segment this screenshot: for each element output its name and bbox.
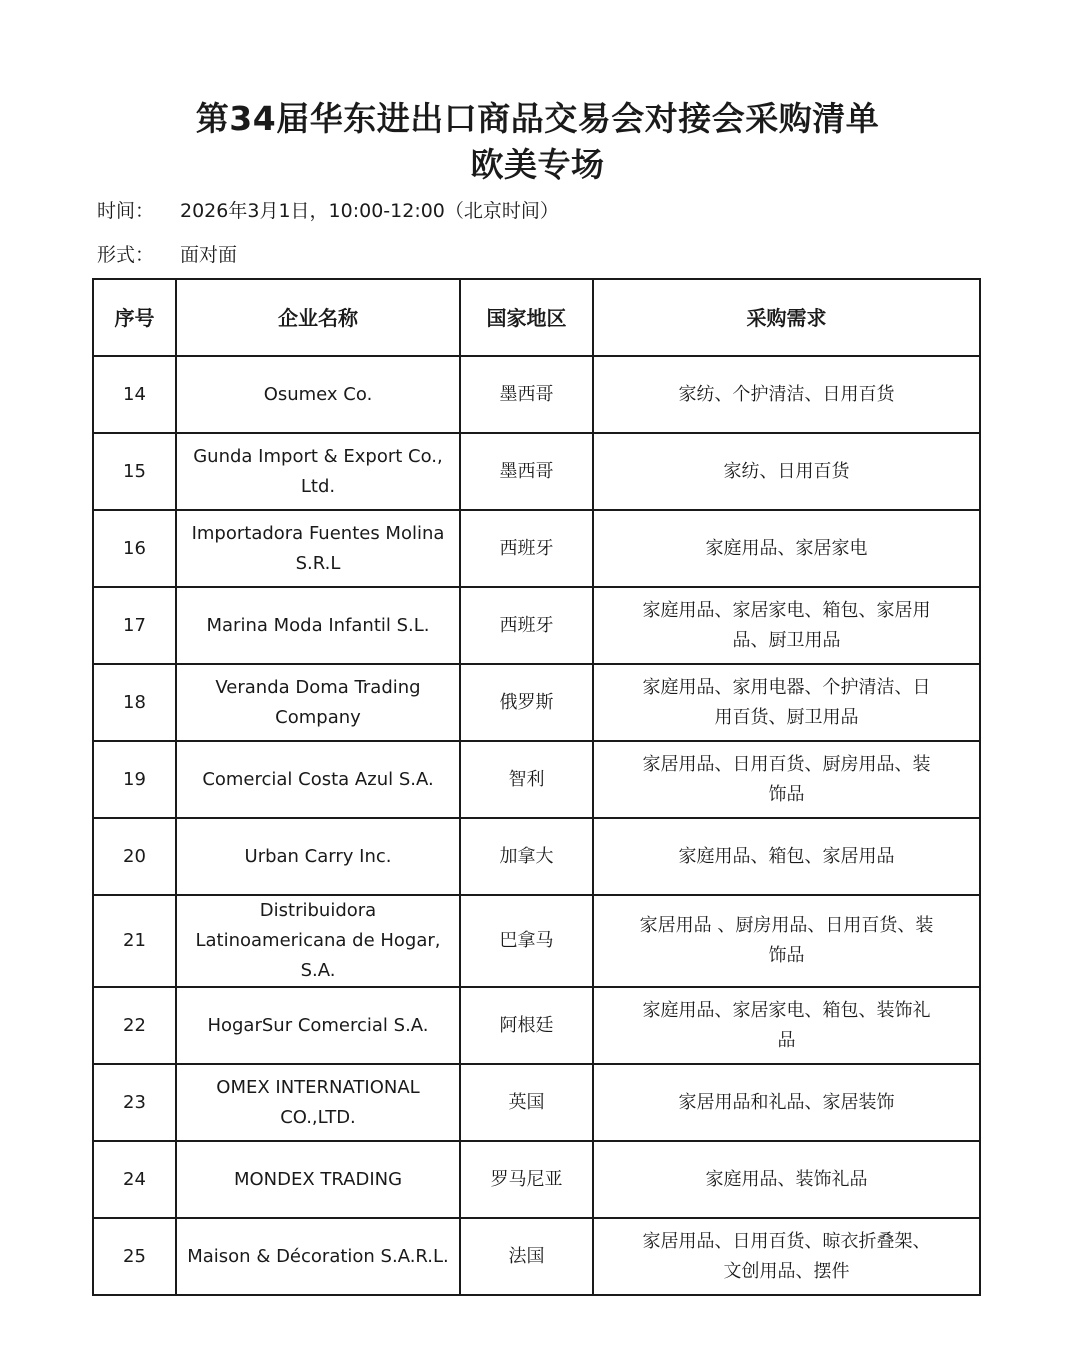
needs-cell <box>593 664 980 741</box>
needs-cell <box>593 987 980 1064</box>
needs-cell-text: 家庭用品、家居家电、箱包、家居用品、厨卫用品 <box>642 599 931 651</box>
number-cell-text: 20 <box>123 845 146 867</box>
company-cell <box>176 818 460 895</box>
company-cell-text: OMEX INTERNATIONAL CO.,LTD. <box>216 1076 420 1128</box>
number-cell-text: 21 <box>123 930 146 951</box>
needs-cell-text: 家庭用品、家居家电、箱包、装饰礼品 <box>642 999 931 1051</box>
number-cell-text: 15 <box>123 460 146 482</box>
number-cell-text: 18 <box>123 691 146 713</box>
country-cell-text: 俄罗斯 <box>499 691 554 713</box>
company-cell-text: Comercial Costa Azul S.A. <box>202 768 434 790</box>
number-cell-text: 25 <box>123 1245 146 1267</box>
table-row <box>93 1141 980 1218</box>
number-cell-text: 19 <box>123 768 146 790</box>
needs-cell <box>593 1064 980 1141</box>
number-cell-text: 24 <box>123 1168 146 1190</box>
company-cell <box>176 664 460 741</box>
needs-cell <box>593 818 980 895</box>
country-cell <box>460 818 593 895</box>
needs-cell <box>593 356 980 433</box>
needs-cell-text: 家庭用品、家居家电 <box>705 537 868 559</box>
company-cell <box>176 1141 460 1218</box>
country-cell-text: 智利 <box>508 768 545 790</box>
table-row <box>93 664 980 741</box>
company-cell-text: Maison & Décoration S.A.R.L. <box>187 1245 449 1267</box>
number-cell-text: 14 <box>123 383 146 405</box>
company-cell-text: Osumex Co. <box>263 383 373 405</box>
header-number: 序号 <box>93 279 176 356</box>
needs-cell-text: 家居用品 、厨房用品、日用百货、装饰品 <box>639 915 934 966</box>
needs-cell <box>593 895 980 987</box>
country-cell <box>460 587 593 664</box>
country-cell <box>460 741 593 818</box>
header-company: 企业名称 <box>176 279 460 356</box>
country-cell-text: 西班牙 <box>499 537 554 559</box>
country-cell <box>460 1064 593 1141</box>
company-cell <box>176 433 460 510</box>
needs-cell <box>593 741 980 818</box>
country-cell <box>460 1218 593 1295</box>
company-cell <box>176 741 460 818</box>
number-cell <box>93 664 176 741</box>
needs-cell-text: 家居用品、日用百货、厨房用品、装饰品 <box>642 753 931 805</box>
number-cell-text: 22 <box>123 1014 146 1036</box>
table-row <box>93 356 980 433</box>
country-cell-text: 墨西哥 <box>499 460 554 482</box>
needs-cell-text: 家庭用品、箱包、家居用品 <box>678 845 895 867</box>
company-cell <box>176 1218 460 1295</box>
table-row <box>93 1064 980 1141</box>
needs-cell <box>593 433 980 510</box>
country-cell-text: 罗马尼亚 <box>490 1168 563 1190</box>
table-row <box>93 895 980 987</box>
number-cell-text: 17 <box>123 614 146 636</box>
country-cell-text: 巴拿马 <box>499 930 554 951</box>
company-cell-text: Veranda Doma Trading Company <box>215 676 421 728</box>
needs-cell <box>593 510 980 587</box>
country-cell <box>460 987 593 1064</box>
company-cell <box>176 1064 460 1141</box>
company-cell-text: MONDEX TRADING <box>233 1168 403 1190</box>
needs-cell-text: 家居用品和礼品、家居装饰 <box>678 1091 895 1113</box>
needs-cell <box>593 1218 980 1295</box>
number-cell <box>93 1141 176 1218</box>
country-cell <box>460 1141 593 1218</box>
country-cell-text: 西班牙 <box>499 614 554 636</box>
time-label: 时间： <box>97 200 155 222</box>
page-title: 第34届华东进出口商品交易会对接会采购清单 <box>195 99 880 138</box>
company-cell-text: HogarSur Comercial S.A. <box>207 1014 429 1036</box>
number-cell <box>93 587 176 664</box>
needs-cell <box>593 587 980 664</box>
number-cell <box>93 818 176 895</box>
needs-cell-text: 家居用品、日用百货、晾衣折叠架、文创用品、摆件 <box>642 1230 931 1282</box>
needs-cell-text: 家庭用品、装饰礼品 <box>705 1168 868 1190</box>
needs-cell <box>593 1141 980 1218</box>
form-value: 面对面 <box>180 244 238 266</box>
number-cell <box>93 356 176 433</box>
table-row <box>93 987 980 1064</box>
company-cell-text: Distribuidora Latinoamericana de Hogar, S.A. <box>195 900 441 981</box>
company-cell-text: Gunda Import & Export Co., Ltd. <box>193 445 443 497</box>
table-row <box>93 587 980 664</box>
company-cell <box>176 510 460 587</box>
table-header-row <box>93 279 980 356</box>
number-cell-text: 16 <box>123 537 146 559</box>
country-cell-text: 法国 <box>508 1245 545 1267</box>
number-cell <box>93 741 176 818</box>
needs-cell-text: 家纺、日用百货 <box>723 460 850 482</box>
number-cell <box>93 433 176 510</box>
number-cell <box>93 1218 176 1295</box>
header-needs: 采购需求 <box>593 279 980 356</box>
form-label: 形式： <box>97 244 155 266</box>
country-cell <box>460 895 593 987</box>
table-row <box>93 510 980 587</box>
country-cell-text: 加拿大 <box>499 845 554 867</box>
number-cell <box>93 1064 176 1141</box>
company-cell-text: Urban Carry Inc. <box>244 845 392 867</box>
table-body <box>93 356 980 1295</box>
country-cell <box>460 433 593 510</box>
country-cell-text: 阿根廷 <box>499 1014 554 1036</box>
number-cell <box>93 895 176 987</box>
needs-cell-text: 家纺、个护清洁、日用百货 <box>678 383 895 405</box>
table-row <box>93 741 980 818</box>
time-value: 2026年3月1日，10:00-12:00（北京时间） <box>180 200 559 222</box>
country-cell-text: 墨西哥 <box>499 383 554 405</box>
company-cell-text: Marina Moda Infantil S.L. <box>206 614 430 636</box>
table-row <box>93 433 980 510</box>
company-cell <box>176 356 460 433</box>
country-cell <box>460 664 593 741</box>
country-cell <box>460 510 593 587</box>
number-cell <box>93 987 176 1064</box>
table-row <box>93 818 980 895</box>
company-cell <box>176 587 460 664</box>
purchase-table <box>92 278 981 1296</box>
header-country: 国家地区 <box>460 279 593 356</box>
country-cell <box>460 356 593 433</box>
company-cell <box>176 895 460 987</box>
company-cell-text: Importadora Fuentes Molina S.R.L <box>191 522 445 574</box>
number-cell <box>93 510 176 587</box>
company-cell <box>176 987 460 1064</box>
number-cell-text: 23 <box>123 1091 146 1113</box>
country-cell-text: 英国 <box>508 1091 545 1113</box>
table-row <box>93 1218 980 1295</box>
needs-cell-text: 家庭用品、家用电器、个护清洁、日用百货、厨卫用品 <box>642 676 931 728</box>
page-subtitle: 欧美专场 <box>470 145 605 184</box>
